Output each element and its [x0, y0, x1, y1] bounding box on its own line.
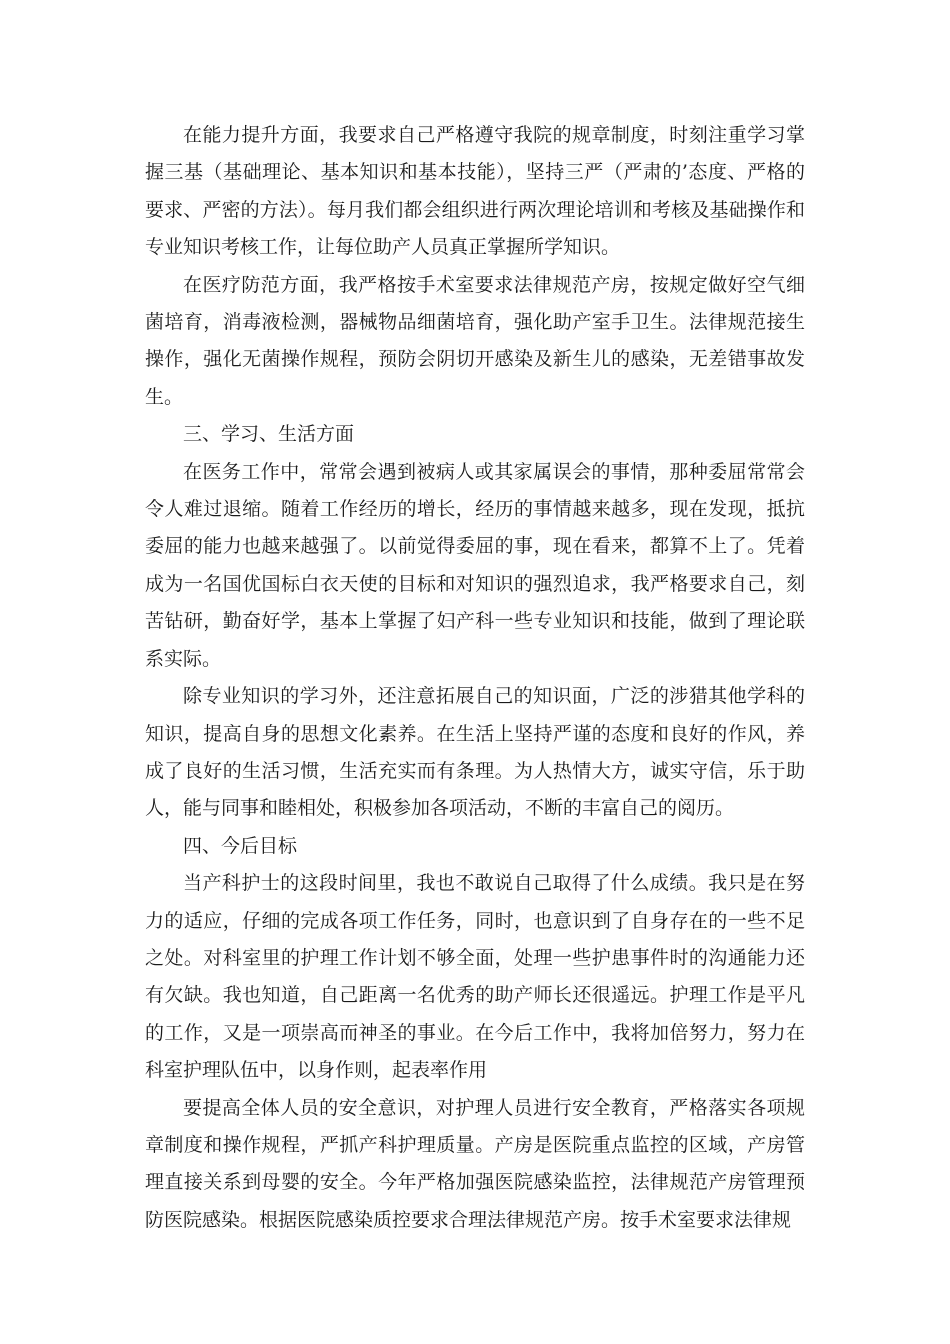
section-heading-future-goals: 四、今后目标 — [183, 834, 298, 857]
paragraph-knowledge-expansion: 除专业知识的学习外，还注意拓展自己的知识面，广泛的涉猎其他学科的知识，提高自身的思想文化素养。在生活上坚持严谨的态度和良好的作风，养成了良好的生活习惯，生活充实而有条理。为人热情大方，诚实守信，乐于助人，能与同事和睦相处，积极参加各项活动，不断的丰富自己的阅历。 — [145, 685, 805, 820]
document-body — [145, 117, 805, 1239]
paragraph-medical-work: 在医务工作中，常常会遇到被病人或其家属误会的事情，那种委屈常常会令人难过退缩。随着工作经历的增长，经历的事情越来越多，现在发现，抵抗委屈的能力也越来越强了。以前觉得委屈的事，现在看来，都算不上了。凭着成为一名国优国标白衣天使的目标和对知识的强烈追求，我严格要求自己，刻苦钻研，勤奋好学，基本上掌握了妇产科一些专业知识和技能，做到了理论联系实际。 — [145, 460, 805, 670]
section-heading-study-life: 三、学习、生活方面 — [183, 423, 355, 446]
paragraph-nurse-experience: 当产科护士的这段时间里，我也不敢说自己取得了什么成绩。我只是在努力的适应，仔细的完成各项工作任务，同时，也意识到了自身存在的一些不足之处。对科室里的护理工作计划不够全面，处理一些护患事件时的沟通能力还有欠缺。我也知道，自己距离一名优秀的助产师长还很遥远。护理工作是平凡的工作，又是一项崇高而神圣的事业。在今后工作中，我将加倍努力，努力在科室护理队伍中，以身作则，起表率作用 — [145, 872, 805, 1082]
paragraph-ability-improvement: 在能力提升方面，我要求自己严格遵守我院的规章制度，时刻注重学习掌握三基（基础理论、基本知识和基本技能），坚持三严（严肃的’态度、严格的要求、严密的方法）。每月我们都会组织进行两次理论培训和考核及基础操作和专业知识考核工作，让每位助产人员真正掌握所学知识。 — [145, 124, 805, 259]
paragraph-safety-awareness: 要提高全体人员的安全意识，对护理人员进行安全教育，严格落实各项规章制度和操作规程，严抓产科护理质量。产房是医院重点监控的区域，产房管理直接关系到母婴的安全。今年严格加强医院感染监控，法律规范产房管理预防医院感染。根据医院感染质控要求合理法律规范产房。按手术室要求法律规 — [145, 1096, 805, 1231]
paragraph-medical-prevention: 在医疗防范方面，我严格按手术室要求法律规范产房，按规定做好空气细菌培育，消毒液检测，器械物品细菌培育，强化助产室手卫生。法律规范接生操作，强化无菌操作规程，预防会阴切开感染及新生儿的感染，无差错事故发生。 — [145, 273, 805, 408]
